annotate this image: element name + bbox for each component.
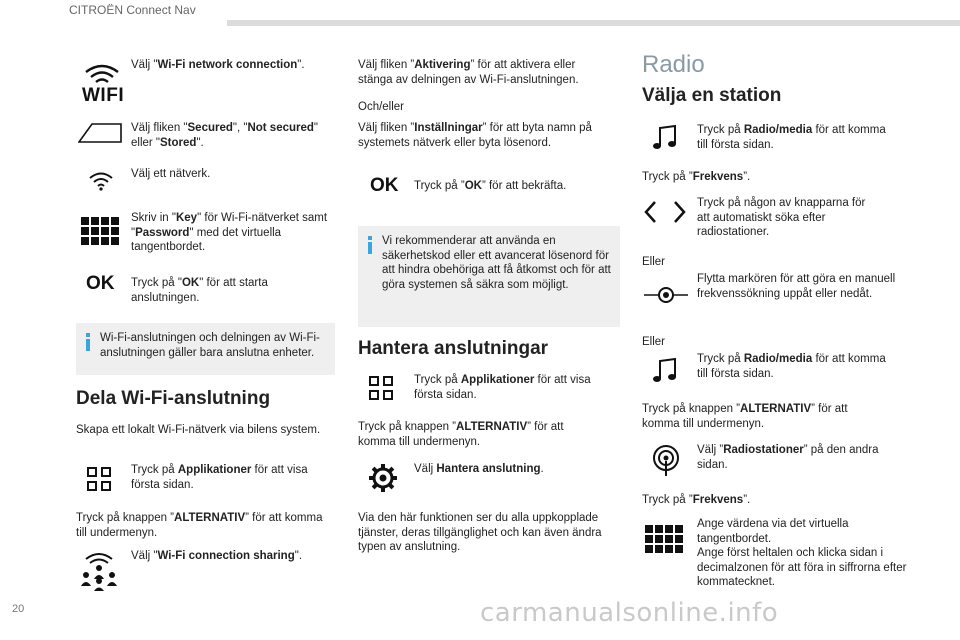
info-icon [86, 333, 90, 351]
para-connected-services: Via den här funktionen ser du alla uppkopplade tjänster, deras tillgänglighet och kan även ändra typen av anslutning. [358, 512, 602, 553]
keyboard-icon [645, 525, 683, 553]
keyboard-icon [81, 217, 119, 245]
para-activation: Välj fliken ”Aktivering” för att aktivera eller stänga av delningen av Wi-Fi-anslutningen. [358, 59, 579, 86]
step-enter-frequency: Ange värdena via det virtuella tangentbordet. Ange först heltalen och klicka sidan i decimalzonen för att föra in siffrorna efter kommatecknet. [697, 518, 907, 588]
step-options-2: Tryck på knappen ”ALTERNATIV” för att komma till undermenyn. [358, 421, 564, 448]
step-auto-search: Tryck på någon av knapparna för att automatiskt söka efter radiostationer. [697, 197, 866, 238]
ok-icon: OK [370, 175, 399, 196]
applications-icon [87, 467, 111, 491]
music-note-icon [652, 357, 678, 390]
step-frequency-1: Tryck på ”Frekvens”. [642, 171, 751, 183]
step-select-network: Välj ett nätverk. [131, 168, 211, 180]
step-frequency-2: Tryck på ”Frekvens”. [642, 494, 751, 506]
info-note-text: Vi rekommenderar att använda en säkerhetskod eller ett avancerat lösenord för att hindra obehöriga att få åtkomst och för att göra systemen så säkra som möjligt. [382, 235, 611, 291]
wifi-sharing-icon [78, 549, 120, 596]
info-note-password [358, 226, 620, 327]
radio-station-icon [651, 445, 681, 482]
manage-connection-gear-icon [367, 462, 399, 499]
step-ok-connect: Tryck på "OK" för att starta anslutningen. [131, 277, 268, 304]
step-select-tab: Välj fliken "Secured", "Not secured" eller "Stored". [131, 122, 319, 149]
section-heading-share-wifi: Dela Wi-Fi-anslutning [76, 388, 271, 409]
step-ok-confirm: Tryck på ”OK” för att bekräfta. [414, 180, 567, 192]
header-title: CITROËN Connect Nav [69, 3, 196, 17]
slider-cursor-icon [643, 282, 689, 313]
section-heading-choose-station: Välja en station [642, 85, 782, 106]
info-icon [368, 236, 372, 254]
info-note-text: Wi-Fi-anslutningen och delningen av Wi-Fi-anslutningen gäller bara anslutna enheter. [100, 332, 320, 359]
info-note-wifi [76, 323, 335, 375]
step-radio-media-1: Tryck på Radio/media för att komma till första sidan. [697, 124, 886, 151]
step-options-1: Tryck på knappen ”ALTERNATIV” för att komma till undermenyn. [76, 512, 323, 539]
page-header [0, 0, 960, 32]
label-or-2: Eller [642, 336, 666, 348]
seek-arrows-icon [641, 199, 689, 230]
para-settings: Välj fliken ”Inställningar” för att byta namn på systemets nätverk eller byta lösenord. [358, 122, 592, 149]
header-rule [227, 20, 960, 26]
section-title-radio: Radio [642, 51, 705, 78]
step-applications-2: Tryck på Applikationer för att visa första sidan. [414, 374, 591, 401]
step-enter-key: Skriv in "Key" för Wi-Fi-nätverket samt "Password" med det virtuella tangentbordet. [131, 212, 328, 253]
ok-icon: OK [86, 273, 115, 294]
page-number: 20 [12, 603, 25, 615]
step-wifi-sharing: Välj "Wi-Fi connection sharing". [131, 550, 303, 562]
step-wifi-network-connection: Välj "Wi-Fi network connection". [131, 59, 305, 71]
wifi-label-icon [82, 62, 125, 106]
watermark: carmanualsonline.info [480, 598, 779, 628]
step-radio-stations: Välj ”Radiostationer” på den andra sidan. [697, 444, 879, 471]
applications-icon [369, 376, 393, 400]
step-applications-1: Tryck på Applikationer för att visa första sidan. [131, 464, 308, 491]
tab-shape-icon [78, 121, 122, 148]
step-manual-search: Flytta markören för att göra en manuell frekvenssökning uppåt eller nedåt. [697, 273, 896, 300]
music-note-icon [652, 124, 678, 157]
label-or-1: Eller [642, 256, 666, 268]
para-and-or: Och/eller [358, 101, 405, 113]
step-manage-connection: Välj Hantera anslutning. [414, 463, 544, 475]
intro-share-wifi: Skapa ett lokalt Wi-Fi-nätverk via bilens system. [76, 424, 321, 436]
step-radio-media-2: Tryck på Radio/media för att komma till första sidan. [697, 353, 886, 380]
section-heading-manage-connections: Hantera anslutningar [358, 338, 549, 359]
wifi-text: WIFI [82, 84, 125, 106]
step-options-3: Tryck på knappen ”ALTERNATIV” för att komma till undermenyn. [642, 403, 848, 430]
wifi-icon [88, 170, 114, 197]
